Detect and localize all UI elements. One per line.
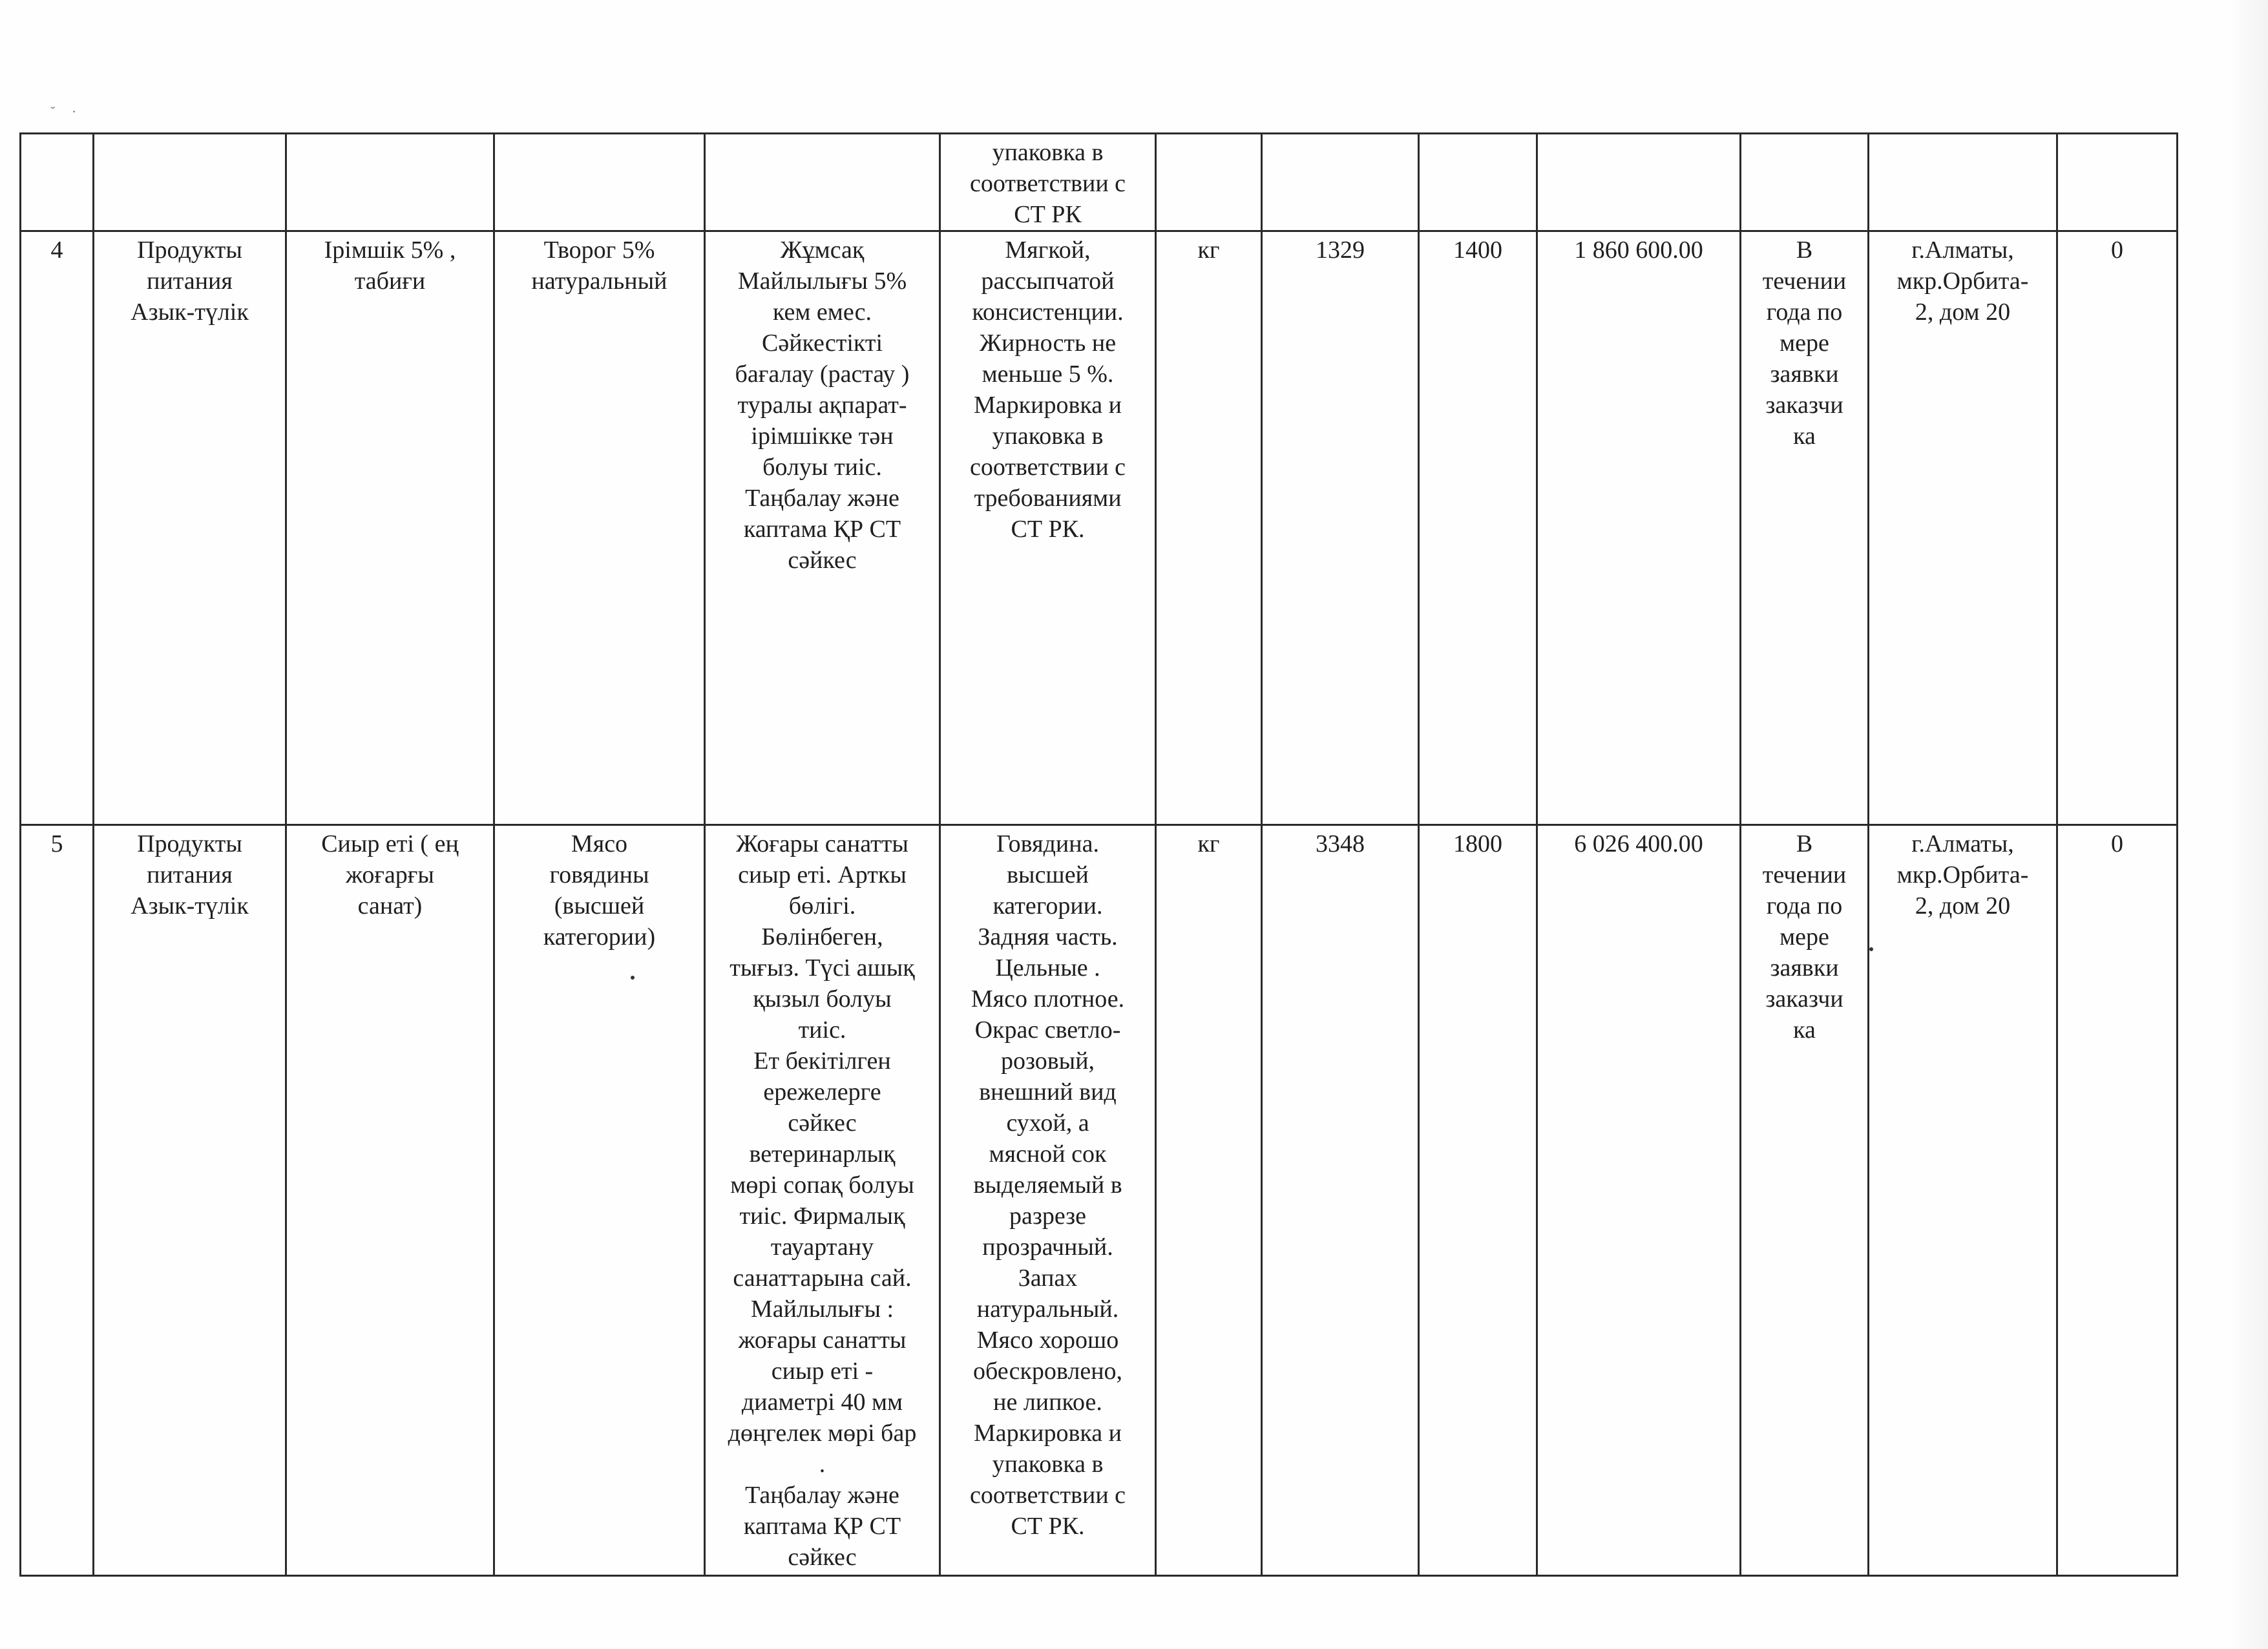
cell-spec-ru: упаковка в соответствии с СТ РК (940, 134, 1156, 231)
cell-spec-kz: Жұмсақ Майлылығы 5% кем емес. Сәйкестікті бағалау (растау ) туралы ақпарат- ірімшікке тән болуы тиіс. Таңбалау және каптама ҚР СТ сәйкес (705, 231, 940, 825)
cell-price: 1800 (1419, 825, 1537, 1576)
scan-speck (631, 976, 635, 980)
cell-category: Продукты питания Азык-түлік (94, 231, 286, 825)
cell-price (1419, 134, 1537, 231)
cell-num: 4 (21, 231, 94, 825)
cell-name-ru: Мясо говядины (высшей категории) (494, 825, 705, 1576)
table-row (21, 825, 2178, 1576)
cell-sum: 6 026 400.00 (1537, 825, 1741, 1576)
cell-delivery-term (1741, 134, 1869, 231)
cell-price: 1400 (1419, 231, 1537, 825)
cell-unit: кг (1156, 231, 1262, 825)
cell-delivery-term: В течении года по мере заявки заказчи ка (1741, 825, 1869, 1576)
cell-name-ru: Творог 5% натуральный (494, 231, 705, 825)
cell-advance (2057, 134, 2178, 231)
table-row (21, 231, 2178, 825)
cell-num: 5 (21, 825, 94, 1576)
cell-unit (1156, 134, 1262, 231)
cell-name-kz (286, 134, 494, 231)
cell-spec-ru: Говядина. высшей категории. Задняя часть. Цельные . Мясо плотное. Окрас светло- розовый, внешний вид сухой, а мясной сок выделяемый в разрезе прозрачный. Запах натуральный. Мясо хорошо обескровлено, не липкое. Маркировка и упаковка в соответствии с СТ РК. (940, 825, 1156, 1576)
cell-spec-kz (705, 134, 940, 231)
scan-speck (1869, 947, 1873, 951)
table-row-continuation (21, 134, 2178, 231)
cell-advance: 0 (2057, 231, 2178, 825)
cell-delivery-place (1869, 134, 2057, 231)
cell-category (94, 134, 286, 231)
cell-sum: 1 860 600.00 (1537, 231, 1741, 825)
cell-category: Продукты питания Азык-түлік (94, 825, 286, 1576)
cell-quantity: 3348 (1262, 825, 1419, 1576)
cell-name-kz: Ірімшік 5% , табиғи (286, 231, 494, 825)
procurement-table (19, 132, 2178, 1577)
cell-name-ru (494, 134, 705, 231)
cell-delivery-term: В течении года по мере заявки заказчи ка (1741, 231, 1869, 825)
cell-advance: 0 (2057, 825, 2178, 1576)
scan-mark: ˘ · (50, 103, 83, 120)
cell-spec-ru: Мягкой, рассыпчатой консистенции. Жирность не меньше 5 %. Маркировка и упаковка в соответствии с требованиями СТ РК. (940, 231, 1156, 825)
cell-delivery-place: г.Алматы, мкр.Орбита- 2, дом 20 (1869, 231, 2057, 825)
scan-edge-shadow (2229, 0, 2268, 1649)
cell-name-kz: Сиыр еті ( ең жоғарғы санат) (286, 825, 494, 1576)
cell-unit: кг (1156, 825, 1262, 1576)
cell-spec-kz: Жоғары санатты сиыр еті. Арткы бөлігі. Бөлінбеген, тығыз. Түсі ашық қызыл болуы тиіс. Ет бекітілген ережелерге сәйкес ветеринарлық мөрі сопақ болуы тиіс. Фирмалық тауартану санаттарына сай. Майлылығы : жоғары санатты сиыр еті - диаметрі 40 мм дөңгелек мөрі бар . Таңбалау және каптама ҚР СТ сәйкес (705, 825, 940, 1576)
cell-delivery-place: г.Алматы, мкр.Орбита- 2, дом 20 (1869, 825, 2057, 1576)
cell-num (21, 134, 94, 231)
cell-quantity (1262, 134, 1419, 231)
cell-sum (1537, 134, 1741, 231)
cell-quantity: 1329 (1262, 231, 1419, 825)
